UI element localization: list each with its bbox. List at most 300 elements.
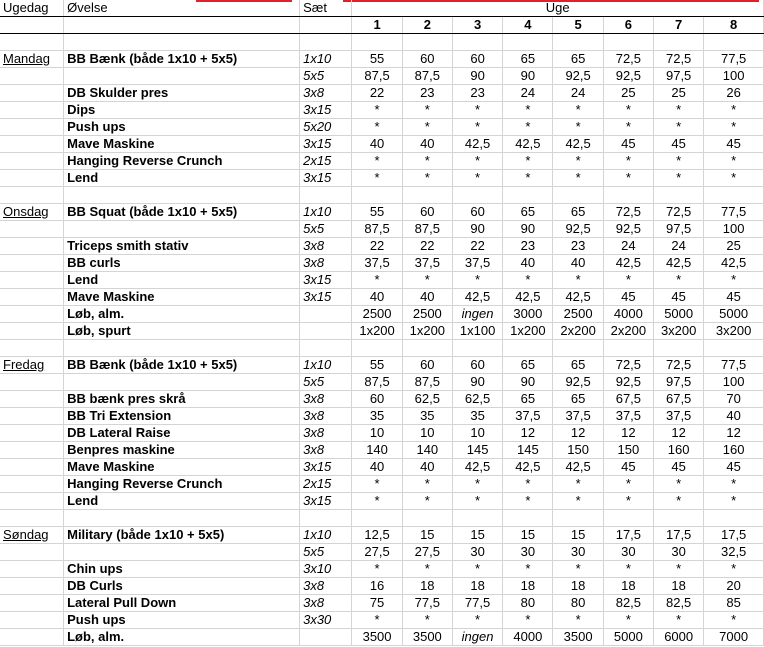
set-cell[interactable]: 3x8 [300,442,352,459]
value-cell[interactable]: 40 [402,136,452,153]
day-cell[interactable] [0,323,64,340]
value-cell[interactable]: 2x200 [603,323,653,340]
value-cell[interactable]: 40 [553,255,603,272]
value-cell[interactable]: 80 [553,595,603,612]
day-cell[interactable]: Søndag [0,527,64,544]
exercise-cell[interactable]: Military (både 1x10 + 5x5) [64,527,300,544]
value-cell[interactable]: 97,5 [654,221,704,238]
set-cell[interactable]: 3x8 [300,238,352,255]
value-cell[interactable]: 32,5 [704,544,764,561]
exercise-cell[interactable]: DB Curls [64,578,300,595]
value-cell[interactable]: * [402,476,452,493]
value-cell[interactable]: * [654,102,704,119]
value-cell[interactable]: 75 [352,595,402,612]
header-set[interactable]: Sæt [300,0,352,17]
value-cell[interactable]: * [654,272,704,289]
value-cell[interactable]: * [553,102,603,119]
set-cell[interactable] [300,323,352,340]
set-cell[interactable]: 1x10 [300,527,352,544]
set-cell[interactable]: 1x10 [300,357,352,374]
value-cell[interactable]: * [654,153,704,170]
value-cell[interactable]: 40 [352,136,402,153]
value-cell[interactable]: 1x200 [352,323,402,340]
day-cell[interactable] [0,170,64,187]
value-cell[interactable]: 1x100 [452,323,502,340]
value-cell[interactable]: 45 [704,289,764,306]
set-cell[interactable]: 3x10 [300,561,352,578]
set-cell[interactable]: 3x15 [300,493,352,510]
value-cell[interactable] [603,34,653,51]
value-cell[interactable] [704,340,764,357]
value-cell[interactable]: 15 [452,527,502,544]
value-cell[interactable]: * [352,153,402,170]
set-cell[interactable] [300,629,352,646]
value-cell[interactable]: 7000 [704,629,764,646]
set-cell[interactable]: 5x5 [300,374,352,391]
value-cell[interactable]: 12 [603,425,653,442]
exercise-cell[interactable]: Løb, alm. [64,629,300,646]
value-cell[interactable]: 24 [654,238,704,255]
day-cell[interactable]: Mandag [0,51,64,68]
value-cell[interactable]: 87,5 [402,221,452,238]
exercise-cell[interactable]: Mave Maskine [64,289,300,306]
value-cell[interactable] [603,187,653,204]
value-cell[interactable]: 40 [704,408,764,425]
value-cell[interactable] [503,34,553,51]
value-cell[interactable]: 65 [503,204,553,221]
value-cell[interactable]: 22 [352,238,402,255]
value-cell[interactable]: 42,5 [553,459,603,476]
value-cell[interactable]: 85 [704,595,764,612]
set-cell[interactable]: 2x15 [300,476,352,493]
value-cell[interactable]: * [452,153,502,170]
set-cell[interactable]: 3x15 [300,102,352,119]
set-cell[interactable]: 5x5 [300,68,352,85]
value-cell[interactable]: 23 [452,85,502,102]
exercise-cell[interactable]: BB bænk pres skrå [64,391,300,408]
day-cell[interactable] [0,510,64,527]
value-cell[interactable]: 40 [402,289,452,306]
value-cell[interactable]: 145 [503,442,553,459]
value-cell[interactable] [352,510,402,527]
value-cell[interactable]: * [503,612,553,629]
exercise-cell[interactable]: Lend [64,272,300,289]
value-cell[interactable]: 5000 [654,306,704,323]
value-cell[interactable]: 12 [704,425,764,442]
day-cell[interactable] [0,85,64,102]
value-cell[interactable]: * [503,153,553,170]
day-cell[interactable]: Onsdag [0,204,64,221]
value-cell[interactable] [553,34,603,51]
value-cell[interactable]: 37,5 [352,255,402,272]
value-cell[interactable]: * [402,493,452,510]
value-cell[interactable]: 12 [553,425,603,442]
value-cell[interactable]: 35 [402,408,452,425]
day-cell[interactable] [0,561,64,578]
value-cell[interactable]: 65 [553,51,603,68]
value-cell[interactable] [352,34,402,51]
value-cell[interactable]: 90 [452,221,502,238]
value-cell[interactable] [704,34,764,51]
value-cell[interactable]: 90 [452,374,502,391]
value-cell[interactable]: * [402,612,452,629]
value-cell[interactable]: * [352,170,402,187]
value-cell[interactable]: 55 [352,51,402,68]
value-cell[interactable]: 87,5 [352,68,402,85]
value-cell[interactable]: 24 [603,238,653,255]
value-cell[interactable]: 40 [503,255,553,272]
set-cell[interactable]: 1x10 [300,204,352,221]
week-number[interactable]: 6 [603,17,653,34]
value-cell[interactable] [503,187,553,204]
value-cell[interactable]: * [603,612,653,629]
value-cell[interactable]: * [704,119,764,136]
value-cell[interactable]: * [402,561,452,578]
value-cell[interactable]: 90 [452,68,502,85]
exercise-cell[interactable]: BB Bænk (både 1x10 + 5x5) [64,51,300,68]
exercise-cell[interactable]: Løb, alm. [64,306,300,323]
value-cell[interactable]: * [352,119,402,136]
value-cell[interactable]: * [553,272,603,289]
value-cell[interactable]: 60 [402,51,452,68]
set-cell[interactable]: 3x15 [300,289,352,306]
exercise-cell[interactable]: Dips [64,102,300,119]
value-cell[interactable]: 45 [704,136,764,153]
value-cell[interactable]: * [553,561,603,578]
exercise-cell[interactable]: Push ups [64,612,300,629]
exercise-cell[interactable]: BB Squat (både 1x10 + 5x5) [64,204,300,221]
exercise-cell[interactable]: DB Lateral Raise [64,425,300,442]
value-cell[interactable]: 3000 [503,306,553,323]
value-cell[interactable]: 87,5 [352,374,402,391]
value-cell[interactable]: * [352,272,402,289]
value-cell[interactable]: 45 [603,289,653,306]
value-cell[interactable]: 42,5 [704,255,764,272]
exercise-cell[interactable]: Benpres maskine [64,442,300,459]
week-number[interactable]: 7 [654,17,704,34]
value-cell[interactable]: * [503,493,553,510]
value-cell[interactable]: * [603,476,653,493]
value-cell[interactable]: 45 [654,459,704,476]
value-cell[interactable]: * [553,476,603,493]
value-cell[interactable]: 60 [452,204,502,221]
exercise-cell[interactable] [64,340,300,357]
value-cell[interactable]: 150 [603,442,653,459]
value-cell[interactable]: * [603,170,653,187]
value-cell[interactable]: 22 [452,238,502,255]
value-cell[interactable]: * [402,272,452,289]
exercise-cell[interactable]: Hanging Reverse Crunch [64,153,300,170]
week-number[interactable]: 5 [553,17,603,34]
value-cell[interactable]: 2500 [402,306,452,323]
value-cell[interactable]: * [654,119,704,136]
value-cell[interactable]: 97,5 [654,374,704,391]
exercise-cell[interactable] [64,34,300,51]
value-cell[interactable]: 60 [452,51,502,68]
value-cell[interactable]: 140 [352,442,402,459]
value-cell[interactable]: 160 [654,442,704,459]
value-cell[interactable]: 90 [503,68,553,85]
value-cell[interactable]: 72,5 [603,357,653,374]
value-cell[interactable]: 77,5 [704,204,764,221]
value-cell[interactable]: 5000 [704,306,764,323]
value-cell[interactable]: * [503,170,553,187]
value-cell[interactable]: 1x200 [402,323,452,340]
day-cell[interactable] [0,476,64,493]
value-cell[interactable]: 4000 [603,306,653,323]
value-cell[interactable]: 18 [452,578,502,595]
value-cell[interactable]: 18 [553,578,603,595]
value-cell[interactable]: 24 [553,85,603,102]
value-cell[interactable]: 65 [553,204,603,221]
value-cell[interactable]: 67,5 [654,391,704,408]
exercise-cell[interactable] [64,544,300,561]
value-cell[interactable] [352,187,402,204]
value-cell[interactable]: * [654,170,704,187]
value-cell[interactable] [452,34,502,51]
day-cell[interactable] [0,425,64,442]
value-cell[interactable] [402,187,452,204]
exercise-cell[interactable]: BB Tri Extension [64,408,300,425]
value-cell[interactable]: 10 [452,425,502,442]
value-cell[interactable]: 145 [452,442,502,459]
set-cell[interactable] [300,340,352,357]
value-cell[interactable]: * [402,119,452,136]
value-cell[interactable]: 100 [704,374,764,391]
value-cell[interactable]: 42,5 [503,459,553,476]
value-cell[interactable]: 18 [654,578,704,595]
value-cell[interactable]: 72,5 [654,51,704,68]
value-cell[interactable]: 45 [603,136,653,153]
value-cell[interactable]: 82,5 [654,595,704,612]
value-cell[interactable]: 17,5 [654,527,704,544]
value-cell[interactable]: 2500 [352,306,402,323]
exercise-cell[interactable]: Hanging Reverse Crunch [64,476,300,493]
value-cell[interactable]: 90 [503,221,553,238]
exercise-cell[interactable]: Push ups [64,119,300,136]
value-cell[interactable]: 92,5 [553,68,603,85]
day-cell[interactable] [0,289,64,306]
value-cell[interactable]: 30 [603,544,653,561]
value-cell[interactable]: * [704,102,764,119]
value-cell[interactable]: * [654,493,704,510]
value-cell[interactable]: 18 [402,578,452,595]
value-cell[interactable]: 25 [704,238,764,255]
value-cell[interactable]: 22 [352,85,402,102]
value-cell[interactable] [654,510,704,527]
exercise-cell[interactable] [64,510,300,527]
value-cell[interactable]: ingen [452,629,502,646]
week-number[interactable]: 1 [352,17,402,34]
exercise-cell[interactable]: Løb, spurt [64,323,300,340]
value-cell[interactable]: 92,5 [603,221,653,238]
value-cell[interactable]: 72,5 [603,204,653,221]
exercise-cell[interactable] [64,68,300,85]
value-cell[interactable]: 5000 [603,629,653,646]
exercise-cell[interactable]: DB Skulder pres [64,85,300,102]
value-cell[interactable]: * [553,153,603,170]
value-cell[interactable]: * [452,119,502,136]
value-cell[interactable]: * [402,102,452,119]
value-cell[interactable]: 10 [402,425,452,442]
value-cell[interactable]: * [704,170,764,187]
value-cell[interactable]: 30 [503,544,553,561]
value-cell[interactable]: * [553,119,603,136]
exercise-cell[interactable]: BB Bænk (både 1x10 + 5x5) [64,357,300,374]
value-cell[interactable]: 72,5 [654,357,704,374]
value-cell[interactable]: 160 [704,442,764,459]
exercise-cell[interactable] [64,187,300,204]
value-cell[interactable]: 37,5 [402,255,452,272]
value-cell[interactable]: 42,5 [503,136,553,153]
value-cell[interactable]: * [452,102,502,119]
value-cell[interactable] [704,187,764,204]
value-cell[interactable]: 37,5 [503,408,553,425]
day-cell[interactable] [0,306,64,323]
set-cell[interactable]: 1x10 [300,51,352,68]
value-cell[interactable]: 2x200 [553,323,603,340]
value-cell[interactable]: 25 [603,85,653,102]
value-cell[interactable]: * [654,561,704,578]
value-cell[interactable]: 37,5 [654,408,704,425]
value-cell[interactable]: * [352,102,402,119]
day-cell[interactable] [0,153,64,170]
value-cell[interactable]: 45 [654,289,704,306]
value-cell[interactable]: 72,5 [603,51,653,68]
set-cell[interactable]: 5x5 [300,544,352,561]
set-cell[interactable]: 3x8 [300,85,352,102]
day-cell[interactable] [0,408,64,425]
value-cell[interactable]: 25 [654,85,704,102]
value-cell[interactable]: 97,5 [654,68,704,85]
value-cell[interactable]: * [603,561,653,578]
value-cell[interactable]: * [352,561,402,578]
value-cell[interactable]: 42,5 [603,255,653,272]
value-cell[interactable]: * [704,493,764,510]
value-cell[interactable]: 30 [553,544,603,561]
value-cell[interactable]: * [654,476,704,493]
value-cell[interactable]: 27,5 [352,544,402,561]
value-cell[interactable]: 72,5 [654,204,704,221]
value-cell[interactable]: * [704,561,764,578]
value-cell[interactable]: 6000 [654,629,704,646]
value-cell[interactable]: 18 [603,578,653,595]
set-cell[interactable]: 5x20 [300,119,352,136]
value-cell[interactable]: 65 [503,391,553,408]
value-cell[interactable]: * [704,272,764,289]
value-cell[interactable]: * [603,119,653,136]
value-cell[interactable]: 3x200 [654,323,704,340]
set-cell[interactable]: 3x8 [300,595,352,612]
value-cell[interactable] [402,510,452,527]
day-cell[interactable]: Fredag [0,357,64,374]
value-cell[interactable]: 37,5 [603,408,653,425]
value-cell[interactable]: 23 [553,238,603,255]
value-cell[interactable] [452,340,502,357]
value-cell[interactable] [402,340,452,357]
header-exercise[interactable]: Øvelse [64,0,300,17]
value-cell[interactable]: * [402,153,452,170]
value-cell[interactable]: 37,5 [553,408,603,425]
day-cell[interactable] [0,119,64,136]
set-cell[interactable] [300,306,352,323]
set-cell[interactable] [300,187,352,204]
value-cell[interactable]: 55 [352,357,402,374]
set-cell[interactable]: 3x8 [300,578,352,595]
set-cell[interactable]: 3x15 [300,136,352,153]
value-cell[interactable]: 100 [704,221,764,238]
set-cell[interactable] [300,34,352,51]
value-cell[interactable]: 65 [553,391,603,408]
set-cell[interactable]: 2x15 [300,153,352,170]
exercise-cell[interactable]: Lend [64,493,300,510]
header-week[interactable]: Uge [352,0,764,17]
day-cell[interactable] [0,68,64,85]
value-cell[interactable]: 92,5 [553,221,603,238]
value-cell[interactable]: 1x200 [503,323,553,340]
value-cell[interactable]: * [553,493,603,510]
value-cell[interactable] [503,340,553,357]
value-cell[interactable]: 45 [704,459,764,476]
value-cell[interactable]: 24 [503,85,553,102]
value-cell[interactable]: 40 [352,289,402,306]
value-cell[interactable] [553,187,603,204]
value-cell[interactable]: 67,5 [603,391,653,408]
value-cell[interactable]: 2500 [553,306,603,323]
value-cell[interactable]: * [352,493,402,510]
day-cell[interactable] [0,374,64,391]
value-cell[interactable] [654,187,704,204]
value-cell[interactable]: 150 [553,442,603,459]
exercise-cell[interactable]: BB curls [64,255,300,272]
value-cell[interactable]: 37,5 [452,255,502,272]
value-cell[interactable]: 82,5 [603,595,653,612]
value-cell[interactable]: * [603,102,653,119]
value-cell[interactable]: * [553,170,603,187]
week-number[interactable]: 8 [704,17,764,34]
value-cell[interactable]: 62,5 [452,391,502,408]
value-cell[interactable]: ingen [452,306,502,323]
set-cell[interactable] [300,510,352,527]
exercise-cell[interactable]: Mave Maskine [64,459,300,476]
value-cell[interactable]: * [352,476,402,493]
value-cell[interactable]: * [503,272,553,289]
exercise-cell[interactable] [64,374,300,391]
set-cell[interactable]: 5x5 [300,221,352,238]
value-cell[interactable]: * [503,102,553,119]
value-cell[interactable] [402,34,452,51]
value-cell[interactable]: 26 [704,85,764,102]
day-cell[interactable] [0,459,64,476]
exercise-cell[interactable]: Triceps smith stativ [64,238,300,255]
value-cell[interactable]: 77,5 [704,357,764,374]
value-cell[interactable]: * [603,153,653,170]
value-cell[interactable]: 55 [352,204,402,221]
value-cell[interactable]: 45 [654,136,704,153]
value-cell[interactable]: 27,5 [402,544,452,561]
value-cell[interactable]: 92,5 [553,374,603,391]
value-cell[interactable] [452,510,502,527]
set-cell[interactable]: 3x8 [300,255,352,272]
value-cell[interactable]: 42,5 [553,136,603,153]
value-cell[interactable] [452,187,502,204]
day-cell[interactable] [0,493,64,510]
value-cell[interactable]: 42,5 [503,289,553,306]
value-cell[interactable]: 87,5 [402,374,452,391]
day-cell[interactable] [0,238,64,255]
value-cell[interactable]: 3500 [402,629,452,646]
value-cell[interactable]: 42,5 [452,136,502,153]
